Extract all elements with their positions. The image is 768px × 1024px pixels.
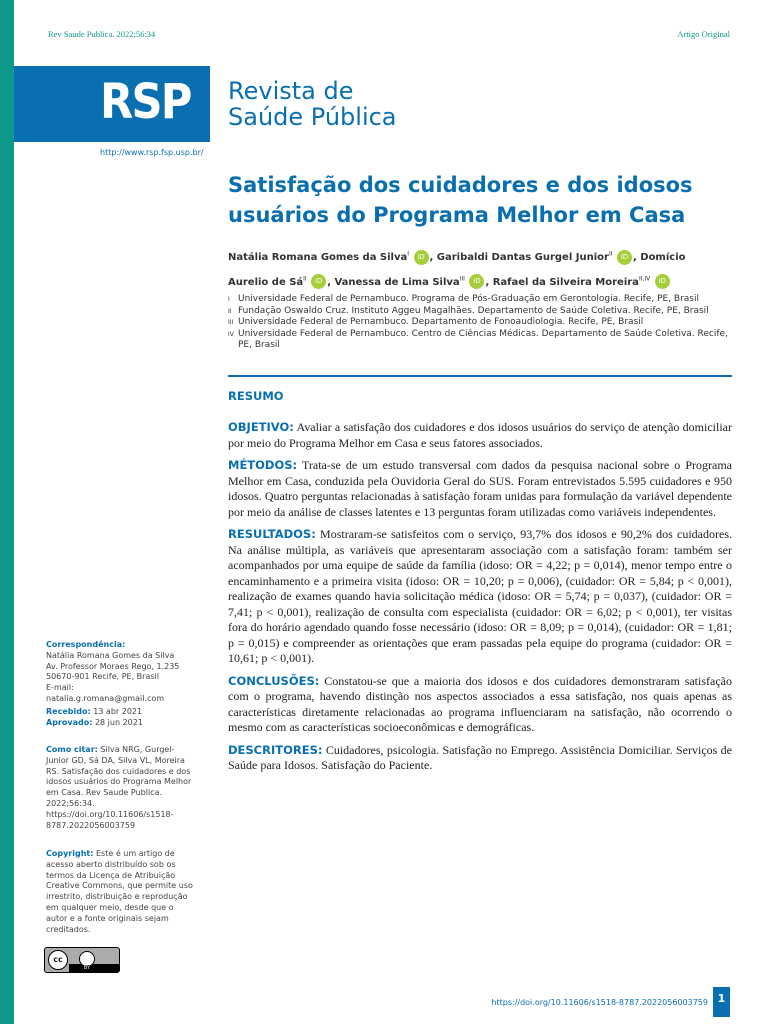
title-line2: usuários do Programa Melhor em Casa [228,203,686,227]
orcid-icon[interactable]: iD [469,274,484,289]
journal-name-line1: Revista de [228,77,354,105]
title-line1: Satisfação dos cuidadores e dos idosos [228,173,693,197]
orcid-icon[interactable]: iD [617,250,632,265]
how-to-cite: Como citar: Silva NRG, Gurgel-Junior GD, Sá DA, Silva VL, Moreira RS. Satisfação dos cuidadores e dos idosos usuários do Programa Melhor em Casa. Rev Saude Publica. 2022;56:34. https://doi.org/10.11606/s1518-8787.2022056003759 [46,745,192,830]
creative-commons-badge[interactable] [44,947,120,973]
cc-icon: cc [48,950,68,970]
author: Vanessa de Lima Silva$^{III}$ iD , [334,275,493,288]
approved-date: Aprovado: 28 jun 2021 [46,717,143,727]
received-date: Recebido: 13 abr 2021 [46,707,143,716]
abstract-heading: RESUMO [228,389,284,403]
author: Natália Romana Gomes da Silva$^I$ iD , [228,251,437,264]
correspondence-line: Natália Romana Gomes da Silva [46,650,175,660]
abstract-descriptors: DESCRITORES: Cuidadores, psicologia. Satisfação no Emprego. Assistência Domiciliar. Serviços de Saúde para Idosos. Satisfação do Paciente. [228,742,732,772]
affiliations [228,294,728,352]
correspondence-email[interactable]: E-mail: natalia.g.romana@gmail.com [46,683,165,703]
abstract-conclusions: CONCLUSÕES: Constatou-se que a maioria dos idosos e dos cuidadores demonstraram satisfação com o programa, havendo distinção nos aspectos associados a essa satisfação, nos quais apenas as características diretamente relacionadas ao programa influenciaram na satisfação, não ocorrendo o mesmo com as características socioeconômicas e demográficas. [228,673,732,734]
correspondence-line: 50670-901 Recife, PE, Brasil [46,672,159,682]
author: Garibaldi Dantas Gurgel Junior$^{II}$ iD , [436,251,641,264]
copyright-notice: Copyright: Este é um artigo de acesso aberto distribuído sob os termos da Licença de Atribuição Creative Commons, que permite uso irrestrito, distribuição e reprodução em qualquer meio, desde que o autor e a fonte originais sejam creditados. [46,849,193,934]
cc-by-label: BY [73,965,101,972]
affiliation-item: III Universidade Federal de Pernambuco. Departamento de Fonoaudiologia. Recife, PE, Brasil [228,317,644,327]
journal-name-line2: Saúde Pública [228,103,397,131]
affiliation-item: I Universidade Federal de Pernambuco. Programa de Pós-Graduação em Gerontologia. Recife, PE, Brasil [228,294,699,304]
affiliation-item: IV Universidade Federal de Pernambuco. Centro de Ciências Médicas. Departamento de Saúde Coletiva. Recife, PE, Brasil [228,328,728,350]
orcid-icon[interactable]: iD [655,274,670,289]
footer-doi-link[interactable]: https://doi.org/10.11606/s1518-8787.2022056003759 [491,998,708,1007]
section-divider [228,375,732,377]
abstract-objective: OBJETIVO: Avaliar a satisfação dos cuidadores e dos idosos usuários do serviço de atenção domiciliar por meio do Programa Melhor em Casa e seus fatores associados. [228,420,732,450]
abstract-methods: MÉTODOS: Trata-se de um estudo transversal com dados da pesquisa nacional sobre o Programa Melhor em Casa, conduzida pela Ouvidoria Geral do SUS. Foram entrevistados 5.595 cuidadores e 950 idosos. Quatro perguntas relacionadas à satisfação foram unidas para formulação da variável dependente por meio da análise de classes latentes e 13 perguntas foram utilizadas como variáveis independentes. [228,458,732,519]
author: Domício Aurelio de $Sá^{II}$ iD , [228,252,686,288]
side-accent-bar [0,0,14,1024]
abstract-body [228,420,732,781]
author-list [228,244,728,293]
abstract-results: RESULTADOS: Mostraram-se satisfeitos com o serviço, 93,7% dos idosos e 90,2% dos cuidadores. Na análise múltipla, as variáveis que apresentaram associação com a satisfação foram: também ser acompanhados por uma equipe de saúde da família (idoso: OR = 4,22; p = 0,014), menor tempo entre o encaminhamento e a primeira visita (idoso: OR = 10,20; p = 0,006), (cuidador: OR = 5,84; p < 0,001), realização de exames quando havia solicitação médica (idoso: OR = 5,74; p = 0,037), (cuidador: OR = 7,41; p < 0,001), realização de consulta com especialista (cuidador: OR = 6,02; p < 0,001), ter visitas fora do horário agendado quando fosse necessário (idoso: OR = 8,09; p = 0,014), (cuidador: OR = 1,81; p = 0,015) e compreender as orientações que eram passadas pela equipe do programa (cuidador: OR = 10,61; p < 0,001). [228,527,732,665]
correspondence-block: Correspondência: Natália Romana Gomes da Silva Av. Professor Moraes Rego, 1.235 50670-901 Recife, PE, Brasil E-mail: natalia.g.romana@gmail.com [46,640,194,705]
orcid-icon[interactable]: iD [311,274,326,289]
article-type: Artigo Original [677,29,730,39]
journal-logo: RSP [100,74,191,130]
running-citation: Rev Saude Publica. 2022;56:34 [48,29,156,39]
correspondence-line: Av. Professor Moraes Rego, 1.235 [46,661,180,671]
orcid-icon[interactable]: iD [414,250,429,265]
page-number: 1 [713,987,730,1017]
dates-block [46,707,194,729]
article-title [228,170,728,230]
journal-url[interactable]: http://www.rsp.fsp.usp.br/ [100,148,204,157]
author: Rafael da Silveira Moreira$^{II,IV}$ iD [493,277,671,288]
affiliation-item: II Fundação Oswaldo Cruz. Instituto Aggeu Magalhães. Departamento de Saúde Coletiva. Recife, PE, Brasil [228,305,709,316]
journal-name [228,78,397,130]
